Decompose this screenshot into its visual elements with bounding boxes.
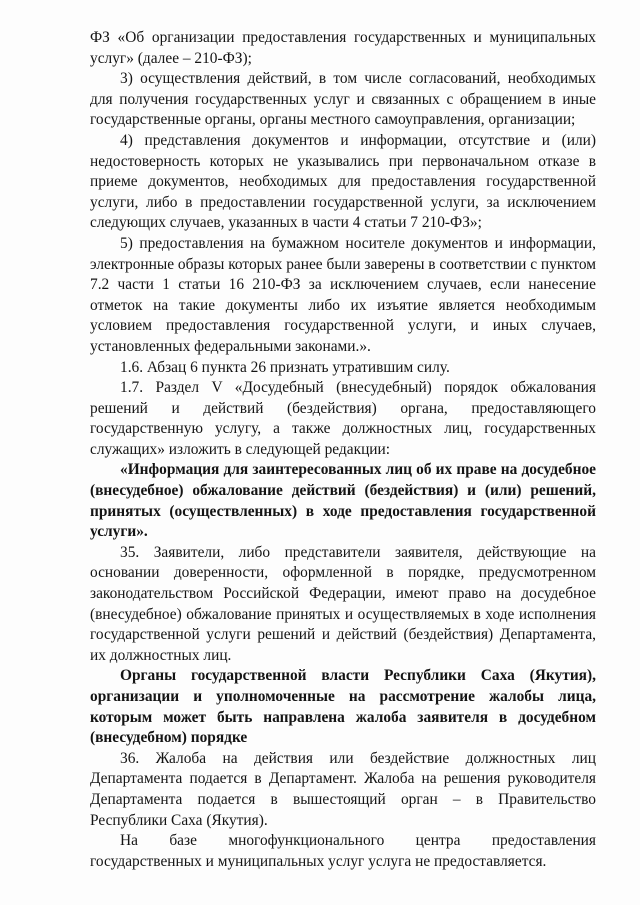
paragraph-item-5: 5) предоставления на бумажном носителе документов и информации, электронные образы которых ранее были заверены в соответствии с пунктом 7.2 части 1 статьи 16 210-ФЗ за исключением случаев, если нанесение отметок на такие документы либо их изъятие является необходимым условием предоставления государственной услуги, и иных случаев, установленных федеральными законами.». (90, 234, 597, 355)
paragraph-item-3: 3) осуществления действий, в том числе согласований, необходимых для получения государственных услуг и связанных с обращением в иные государственные органы, органы местного самоуправления, организации; (90, 70, 596, 129)
paragraph-law-reference: ФЗ «Об организации предоставления государственных и муниципальных услуг» (далее – 210-ФЗ); (90, 29, 596, 67)
section-heading-authorities: Органы государственной власти Республики Саха (Якутия), организации и уполномоченные на рассмотрение жалобы лица, которым может быть направлена жалоба заявителя в досудебном (внесудебном) порядке (90, 667, 596, 747)
section-heading-information: «Информация для заинтересованных лиц об их праве на досудебное (внесудебное) обжалование действий (бездействия) и (или) решений, принятых (осуществленных) в ходе предоставления государственной услуги». (90, 461, 596, 541)
document-body (90, 28, 596, 872)
paragraph-1-7: 1.7. Раздел V «Досудебный (внесудебный) порядок обжалования решений и действий (бездействия) органа, предоставляющего государственную услугу, а также должностных лиц, государственных служащих» изложить в следующей редакции: (90, 379, 596, 458)
paragraph-item-4: 4) представления документов и информации, отсутствие и (или) недостоверность которых не указывались при первоначальном отказе в приеме документов, необходимых для предоставления государственной услуги, либо в предоставлении государственной услуги, за исключением следующих случаев, указанных в части 4 статьи 7 210-ФЗ»; (90, 131, 596, 232)
paragraph-36: 36. Жалоба на действия или бездействие должностных лиц Департамента подается в Департамент. Жалоба на решения руководителя Департамента подается в вышестоящий орган – в Правительство Республики Саха (Якутия). (90, 749, 596, 829)
paragraph-mfc: На базе многофункционального центра предоставления государственных и муниципальных услуг услуга не предоставляется. (90, 832, 596, 870)
paragraph-35: 35. Заявители, либо представители заявителя, действующие на основании доверенности, оформленной в порядке, предусмотренном законодательством Российской Федерации, имеют право на досудебное (внесудебное) обжалование принятых и осуществляемых в ходе исполнения государственной услуги решений и действий (бездействия) Департамента, их должностных лиц. (90, 543, 596, 664)
paragraph-1-6: 1.6. Абзац 6 пункта 26 признать утратившим силу. (120, 358, 450, 376)
